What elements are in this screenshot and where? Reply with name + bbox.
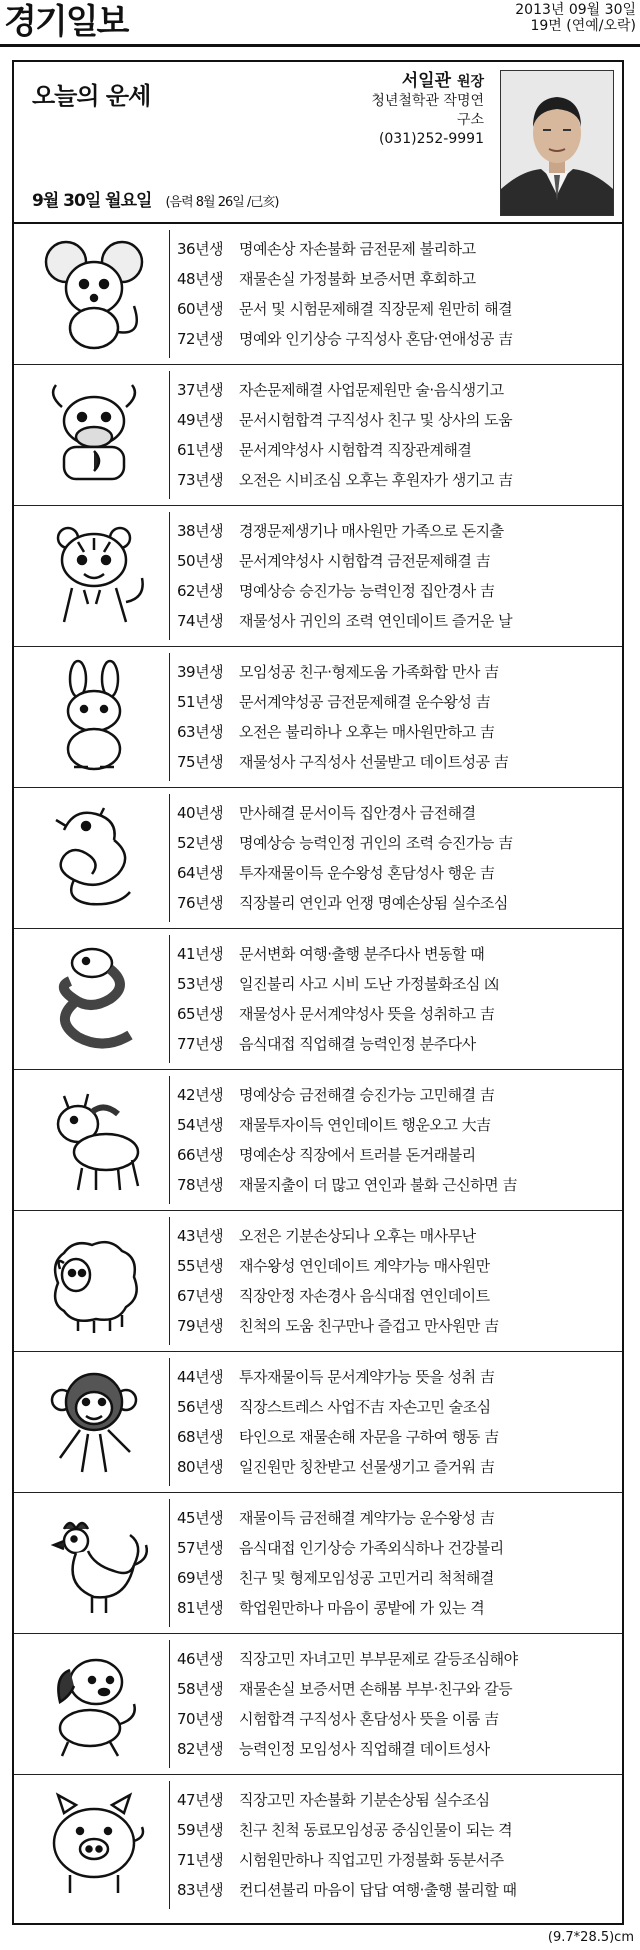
birth-year: 52년생 (177, 834, 224, 852)
fortune-text: 만사해결 문서이득 집안경사 금전해결 (239, 804, 476, 822)
newspaper-logo: 경기일보 (4, 2, 128, 42)
fortune-line (177, 747, 617, 777)
fortune-line (177, 1080, 617, 1110)
fortune-text: 명예손상 직장에서 트러블 돈거래불리 (239, 1146, 476, 1164)
birth-year: 62년생 (177, 582, 224, 600)
zodiac-row-rat (14, 224, 622, 365)
birth-year: 68년생 (177, 1428, 224, 1446)
fortune-line (177, 1674, 617, 1704)
fortune-text: 친척의 도움 친구만나 즐겁고 만사원만 吉 (239, 1317, 499, 1335)
fortune-line (177, 1845, 617, 1875)
birth-year: 58년생 (177, 1680, 224, 1698)
fortune-line (177, 1392, 617, 1422)
birth-year: 81년생 (177, 1599, 224, 1617)
author-info (359, 72, 484, 149)
fortune-lines (177, 1362, 617, 1482)
birth-year: 55년생 (177, 1257, 224, 1275)
fortune-line (177, 1815, 617, 1845)
fortune-lines (177, 657, 617, 777)
fortune-line (177, 435, 617, 465)
fortune-text: 투자재물이득 운수왕성 혼담성사 행운 吉 (239, 864, 495, 882)
fortune-line (177, 1533, 617, 1563)
birth-year: 54년생 (177, 1116, 224, 1134)
fortune-line (177, 1140, 617, 1170)
fortune-line (177, 1563, 617, 1593)
issue-meta (515, 2, 636, 34)
birth-year: 37년생 (177, 381, 224, 399)
fortune-text: 재수왕성 연인데이트 계약가능 매사원만 (239, 1257, 490, 1275)
fortune-text: 재물지출이 더 많고 연인과 불화 근신하면 吉 (239, 1176, 517, 1194)
birth-year: 56년생 (177, 1398, 224, 1416)
column-header (14, 62, 622, 224)
birth-year: 72년생 (177, 330, 224, 348)
fortune-lines (177, 939, 617, 1059)
author-name: 서일관 (401, 71, 452, 91)
horoscope-date (32, 186, 278, 211)
birth-year: 79년생 (177, 1317, 224, 1335)
birth-year: 70년생 (177, 1710, 224, 1728)
fortune-line (177, 798, 617, 828)
fortune-line (177, 576, 617, 606)
dragon-illustration (20, 794, 170, 922)
author-institute: 청년철학관 작명연구소 (371, 93, 484, 128)
zodiac-row-horse (14, 1070, 622, 1211)
fortune-line (177, 324, 617, 354)
birth-year: 69년생 (177, 1569, 224, 1587)
zodiac-row-sheep (14, 1211, 622, 1352)
author-phone: (031)252-9991 (378, 131, 484, 147)
fortune-text: 문서 및 시험문제해결 직장문제 원만히 해결 (239, 300, 513, 318)
birth-year: 67년생 (177, 1287, 224, 1305)
tiger-illustration (20, 512, 170, 640)
birth-year: 59년생 (177, 1821, 224, 1839)
zodiac-row-rabbit (14, 647, 622, 788)
issue-date: 2013년 09월 30일 (515, 2, 636, 18)
zodiac-row-monkey (14, 1352, 622, 1493)
fortune-lines (177, 1080, 617, 1200)
birth-year: 47년생 (177, 1791, 224, 1809)
fortune-lines (177, 516, 617, 636)
fortune-text: 시험원만하나 직업고민 가정불화 동분서주 (239, 1851, 504, 1869)
fortune-text: 문서변화 여행·출행 분주다사 변동할 때 (239, 945, 485, 963)
masthead (0, 0, 640, 58)
fortune-line (177, 465, 617, 495)
birth-year: 46년생 (177, 1650, 224, 1668)
fortune-lines (177, 375, 617, 495)
fortune-text: 재물성사 구직성사 선물받고 데이트성공 吉 (239, 753, 509, 771)
fortune-text: 경쟁문제생기나 매사원만 가족으로 돈지출 (239, 522, 504, 540)
fortune-lines (177, 1785, 617, 1905)
birth-year: 71년생 (177, 1851, 224, 1869)
fortune-text: 재물성사 귀인의 조력 연인데이트 즐거운 날 (239, 612, 513, 630)
fortune-lines (177, 1221, 617, 1341)
fortune-text: 음식대접 인기상승 가족외식하나 건강불리 (239, 1539, 504, 1557)
birth-year: 40년생 (177, 804, 224, 822)
fortune-text: 문서계약성사 시험합격 금전문제해결 吉 (239, 552, 491, 570)
fortune-text: 문서시험합격 구직성사 친구 및 상사의 도움 (239, 411, 513, 429)
fortune-line (177, 1704, 617, 1734)
birth-year: 44년생 (177, 1368, 224, 1386)
zodiac-row-dragon (14, 788, 622, 929)
fortune-text: 명예상승 능력인정 귀인의 조력 승진가능 吉 (239, 834, 513, 852)
birth-year: 78년생 (177, 1176, 224, 1194)
fortune-line (177, 687, 617, 717)
fortune-line (177, 1422, 617, 1452)
fortune-text: 친구 친척 동료모임성공 중심인물이 되는 격 (239, 1821, 513, 1839)
fortune-line (177, 828, 617, 858)
birth-year: 38년생 (177, 522, 224, 540)
fortune-line (177, 969, 617, 999)
fortune-line (177, 717, 617, 747)
fortune-lines (177, 234, 617, 354)
rabbit-illustration (20, 653, 170, 781)
birth-year: 42년생 (177, 1086, 224, 1104)
ox-illustration (20, 371, 170, 499)
birth-year: 61년생 (177, 441, 224, 459)
fortune-text: 직장불리 연인과 언쟁 명예손상됨 실수조심 (239, 894, 508, 912)
masthead-rule (0, 44, 640, 47)
fortune-lines (177, 1503, 617, 1623)
fortune-text: 직장고민 자손불화 기분손상됨 실수조심 (239, 1791, 490, 1809)
fortune-line (177, 1875, 617, 1905)
author-photo (500, 70, 614, 216)
snake-illustration (20, 935, 170, 1063)
fortune-text: 시험합격 구직성사 혼담성사 뜻을 이룸 吉 (239, 1710, 499, 1728)
fortune-line (177, 375, 617, 405)
size-note: (9.7*28.5)cm (547, 1930, 634, 1945)
fortune-text: 모임성공 친구·형제도움 가족화합 만사 吉 (239, 663, 499, 681)
fortune-line (177, 1593, 617, 1623)
birth-year: 51년생 (177, 693, 224, 711)
fortune-line (177, 1029, 617, 1059)
fortune-line (177, 405, 617, 435)
horoscope-column (12, 60, 624, 1925)
birth-year: 48년생 (177, 270, 224, 288)
horse-illustration (20, 1076, 170, 1204)
fortune-text: 직장스트레스 사업不吉 자손고민 술조심 (239, 1398, 491, 1416)
fortune-text: 타인으로 재물손해 자문을 구하여 행동 吉 (239, 1428, 499, 1446)
fortune-text: 컨디션불리 마음이 답답 여행·출행 불리할 때 (239, 1881, 517, 1899)
birth-year: 77년생 (177, 1035, 224, 1053)
sheep-illustration (20, 1217, 170, 1345)
birth-year: 64년생 (177, 864, 224, 882)
fortune-text: 투자재물이득 문서계약가능 뜻을 성취 吉 (239, 1368, 495, 1386)
column-title: 오늘의 운세 (32, 82, 151, 110)
fortune-line (177, 546, 617, 576)
zodiac-row-ox (14, 365, 622, 506)
fortune-line (177, 264, 617, 294)
fortune-lines (177, 798, 617, 918)
birth-year: 36년생 (177, 240, 224, 258)
fortune-line (177, 1503, 617, 1533)
fortune-line (177, 1362, 617, 1392)
fortune-text: 능력인정 모임성사 직업해결 데이트성사 (239, 1740, 490, 1758)
fortune-text: 오전은 불리하나 오후는 매사원만하고 吉 (239, 723, 495, 741)
fortune-line (177, 1281, 617, 1311)
solar-date: 9월 30일 월요일 (32, 191, 152, 211)
fortune-text: 재물손실 보증서면 손해봄 부부·친구와 갈등 (239, 1680, 513, 1698)
birth-year: 65년생 (177, 1005, 224, 1023)
fortune-text: 학업원만하나 마음이 콩밭에 가 있는 격 (239, 1599, 485, 1617)
rooster-illustration (20, 1499, 170, 1627)
fortune-line (177, 234, 617, 264)
fortune-line (177, 294, 617, 324)
birth-year: 60년생 (177, 300, 224, 318)
fortune-text: 재물이득 금전해결 계약가능 운수왕성 吉 (239, 1509, 495, 1527)
zodiac-row-snake (14, 929, 622, 1070)
fortune-text: 문서계약성공 금전문제해결 운수왕성 吉 (239, 693, 491, 711)
birth-year: 43년생 (177, 1227, 224, 1245)
birth-year: 53년생 (177, 975, 224, 993)
fortune-text: 오전은 기분손상되나 오후는 매사무난 (239, 1227, 476, 1245)
fortune-line (177, 1311, 617, 1341)
fortune-text: 명예상승 금전해결 승진가능 고민해결 吉 (239, 1086, 495, 1104)
zodiac-row-pig (14, 1775, 622, 1916)
fortune-text: 자손문제해결 사업문제원만 술·음식생기고 (239, 381, 504, 399)
fortune-line (177, 999, 617, 1029)
dog-illustration (20, 1640, 170, 1768)
birth-year: 45년생 (177, 1509, 224, 1527)
fortune-lines (177, 1644, 617, 1764)
birth-year: 82년생 (177, 1740, 224, 1758)
fortune-text: 친구 및 형제모임성공 고민거리 척척해결 (239, 1569, 494, 1587)
fortune-line (177, 1251, 617, 1281)
fortune-text: 문서계약성사 시험합격 직장관계해결 (239, 441, 472, 459)
fortune-line (177, 1644, 617, 1674)
issue-page: 19면 (연예/오락) (530, 18, 636, 34)
fortune-text: 명예와 인기상승 구직성사 혼담·연애성공 吉 (239, 330, 513, 348)
fortune-line (177, 1170, 617, 1200)
fortune-line (177, 606, 617, 636)
fortune-line (177, 1110, 617, 1140)
zodiac-row-dog (14, 1634, 622, 1775)
birth-year: 76년생 (177, 894, 224, 912)
birth-year: 83년생 (177, 1881, 224, 1899)
fortune-line (177, 1734, 617, 1764)
birth-year: 73년생 (177, 471, 224, 489)
birth-year: 50년생 (177, 552, 224, 570)
birth-year: 63년생 (177, 723, 224, 741)
fortune-line (177, 858, 617, 888)
birth-year: 75년생 (177, 753, 224, 771)
fortune-text: 명예상승 승진가능 능력인정 집안경사 吉 (239, 582, 495, 600)
fortune-text: 오전은 시비조심 오후는 후원자가 생기고 吉 (239, 471, 513, 489)
fortune-text: 명예손상 자손불화 금전문제 불리하고 (239, 240, 476, 258)
birth-year: 49년생 (177, 411, 224, 429)
fortune-text: 재물투자이득 연인데이트 행운오고 大吉 (239, 1116, 491, 1134)
fortune-text: 재물성사 문서계약성사 뜻을 성취하고 吉 (239, 1005, 495, 1023)
fortune-text: 재물손실 가정불화 보증서면 후회하고 (239, 270, 476, 288)
zodiac-row-tiger (14, 506, 622, 647)
zodiac-rows (14, 224, 622, 1916)
birth-year: 66년생 (177, 1146, 224, 1164)
fortune-line (177, 1452, 617, 1482)
birth-year: 39년생 (177, 663, 224, 681)
lunar-date: (음력 8월 26일 /己亥) (165, 195, 279, 210)
fortune-line (177, 657, 617, 687)
fortune-text: 직장안정 자손경사 음식대접 연인데이트 (239, 1287, 490, 1305)
birth-year: 57년생 (177, 1539, 224, 1557)
fortune-text: 음식대접 직업해결 능력인정 분주다사 (239, 1035, 476, 1053)
fortune-text: 일진불리 사고 시비 도난 가정불화조심 凶 (239, 975, 499, 993)
fortune-text: 일진원만 칭찬받고 선물생기고 즐거워 吉 (239, 1458, 495, 1476)
monkey-illustration (20, 1358, 170, 1486)
fortune-line (177, 1785, 617, 1815)
fortune-line (177, 516, 617, 546)
fortune-line (177, 1221, 617, 1251)
fortune-line (177, 939, 617, 969)
pig-illustration (20, 1781, 170, 1909)
birth-year: 74년생 (177, 612, 224, 630)
author-role: 원장 (456, 74, 484, 90)
birth-year: 41년생 (177, 945, 224, 963)
fortune-line (177, 888, 617, 918)
zodiac-row-rooster (14, 1493, 622, 1634)
rat-illustration (20, 230, 170, 358)
fortune-text: 직장고민 자녀고민 부부문제로 갈등조심해야 (239, 1650, 518, 1668)
birth-year: 80년생 (177, 1458, 224, 1476)
